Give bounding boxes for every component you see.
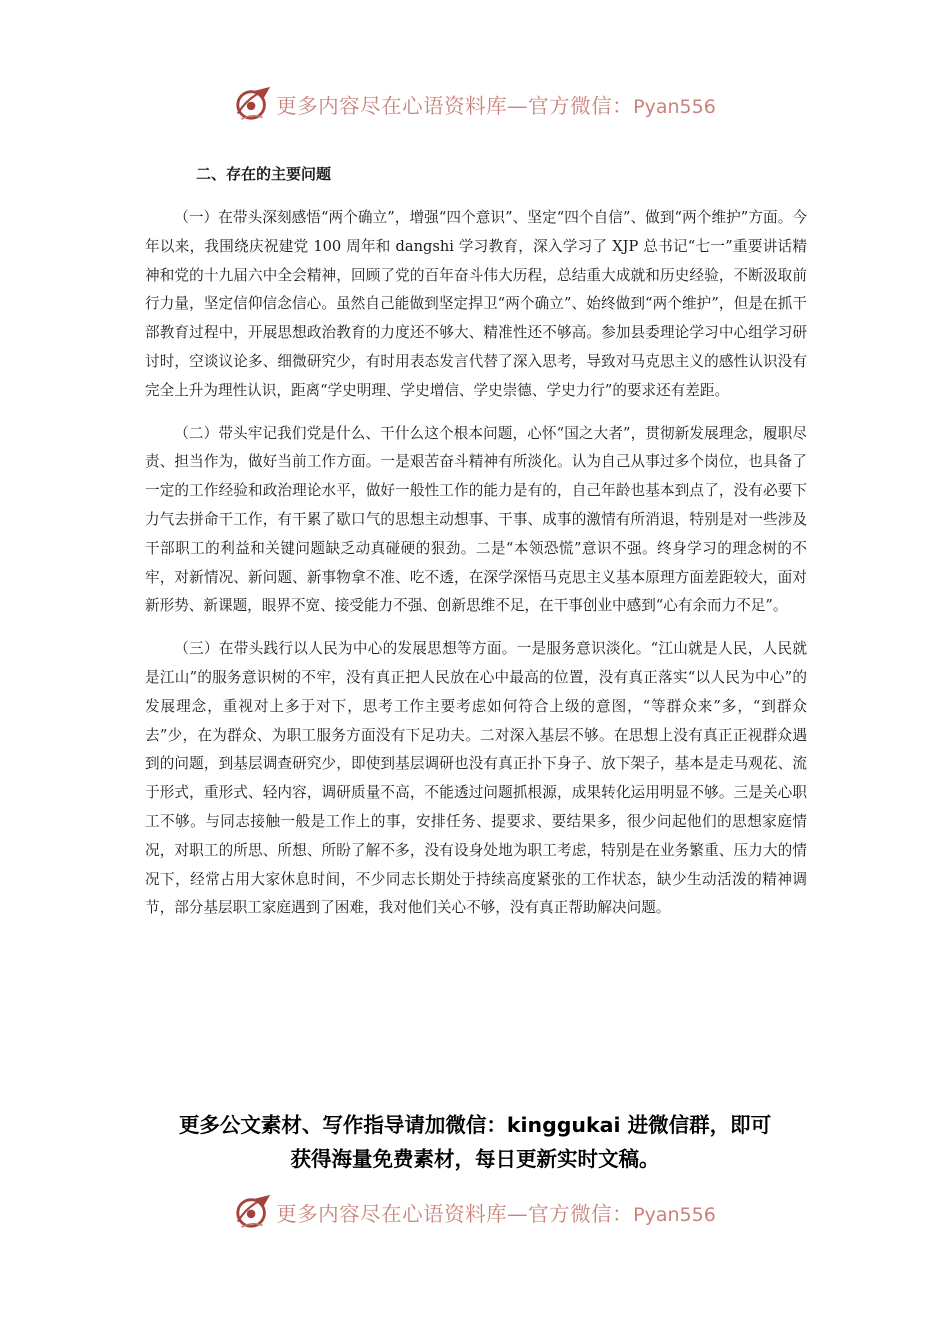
watermark-wechat-id: Pyan556 — [633, 96, 716, 118]
pen-logo-icon — [234, 85, 272, 123]
section-heading: 二、存在的主要问题 — [196, 165, 332, 183]
top-watermark — [0, 82, 950, 126]
watermark-label: 更多内容尽在心语资料库—官方微信： — [276, 1202, 634, 1226]
promo-line-2: 获得海量免费素材，每日更新实时文稿。 — [290, 1147, 660, 1171]
watermark-label: 更多内容尽在心语资料库—官方微信： — [276, 94, 634, 118]
bottom-watermark — [0, 1190, 950, 1234]
document-body — [145, 204, 807, 937]
watermark-text — [276, 89, 716, 119]
promo-line-1: 更多公文素材、写作指导请加微信：kinggukai 进微信群，即可 — [178, 1113, 772, 1137]
paragraph-3: （三）在带头践行以人民为中心的发展思想等方面。一是服务意识淡化。“江山就是人民，人民就是江山”的服务意识树的不牢，没有真正把人民放在心中最高的位置，没有真正落实“以人民为中心”的发展理念，重视对上多于对下，思考工作主要考虑如何符合上级的意图，“等群众来”多，“到群众去”少，在为群众、为职工服务方面没有下足功夫。二对深入基层不够。在思想上没有真正正视群众遇到的问题，到基层调查研究少，即使到基层调研也没有真正扑下身子、放下架子，基本是走马观花、流于形式，重形式、轻内容，调研质量不高，不能透过问题抓根源，成果转化运用明显不够。三是关心职工不够。与同志接触一般是工作上的事，安排任务、提要求、要结果多，很少问起他们的思想家庭情况，对职工的所思、所想、所盼了解不多，没有设身处地为职工考虑，特别是在业务繁重、压力大的情况下，经常占用大家休息时间，不少同志长期处于持续高度紧张的工作状态，缺少生动活泼的精神调节，部分基层职工家庭遇到了困难，我对他们关心不够，没有真正帮助解决问题。 — [145, 640, 807, 917]
paragraph-1: （一）在带头深刻感悟“两个确立”，增强“四个意识”、坚定“四个自信”、做到“两个维护”方面。今年以来，我围绕庆祝建党 100 周年和 dangshi 学习教育，深入学习了 XJP 总书记“七一”重要讲话精神和党的十九届六中全会精神，回顾了党的百年奋斗伟大历程，总结重大成就和历史经验，不断汲取前行力量，坚定信仰信念信心。虽然自己能做到坚定捍卫“两个确立”、始终做到“两个维护”，但是在抓干部教育过程中，开展思想政治教育的力度还不够大、精准性还不够高。参加县委理论学习中心组学习研讨时，空谈议论多、细微研究少，有时用表态发言代替了深入思考，导致对马克思主义的感性认识没有完全上升为理性认识，距离“学史明理、学史增信、学史崇德、学史力行”的要求还有差距。 — [145, 209, 807, 399]
pen-logo-icon — [234, 1193, 272, 1231]
watermark-text — [276, 1197, 716, 1227]
promo-note — [120, 1108, 830, 1176]
paragraph-2: （二）带头牢记我们党是什么、干什么这个根本问题，心怀“国之大者”，贯彻新发展理念，履职尽责、担当作为，做好当前工作方面。一是艰苦奋斗精神有所淡化。认为自己从事过多个岗位，也具备了一定的工作经验和政治理论水平，做好一般性工作的能力是有的，自己年龄也基本到点了，没有必要下力气去拼命干工作，有干累了歇口气的思想主动想事、干事、成事的激情有所消退，特别是对一些涉及干部职工的利益和关键问题缺乏动真碰硬的狠劲。二是“本领恐慌”意识不强。终身学习的理念树的不牢，对新情况、新问题、新事物拿不准、吃不透，在深学深悟马克思主义基本原理方面差距较大，面对新形势、新课题，眼界不宽、接受能力不强、创新思维不足，在干事创业中感到“心有余而力不足”。 — [145, 424, 807, 615]
watermark-wechat-id: Pyan556 — [633, 1204, 716, 1226]
